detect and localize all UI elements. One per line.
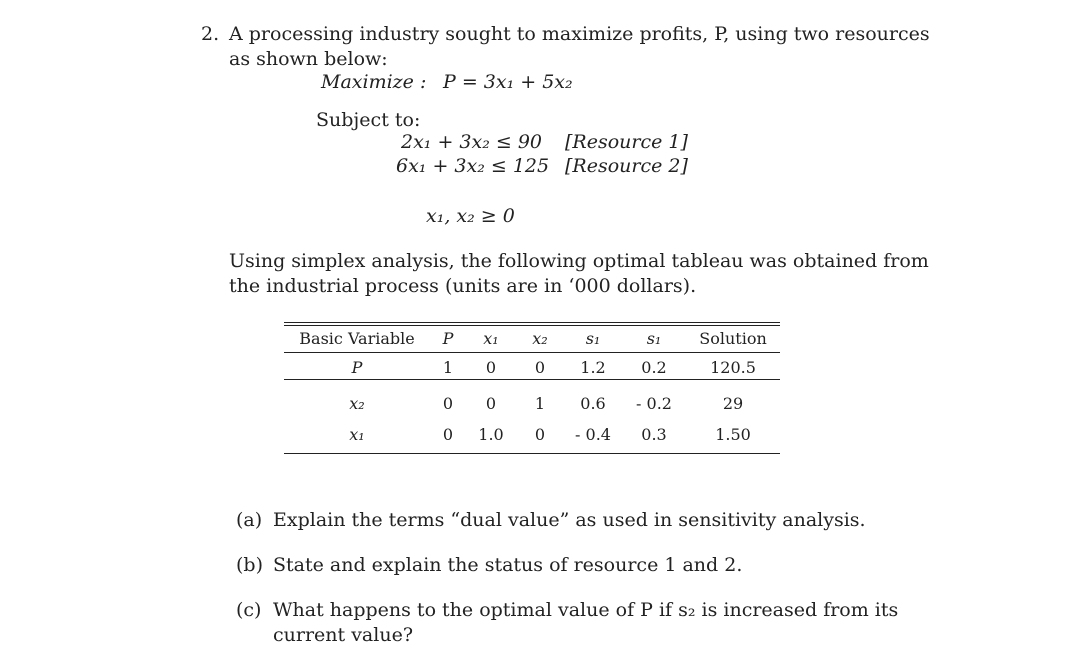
table-bottom-rule [284, 453, 780, 454]
simplex-line-2: the industrial process (units are in ‘000 dollars). [229, 275, 697, 297]
intro-line-2: as shown below: [229, 48, 388, 70]
row-p-s1: 1.2 [580, 358, 606, 377]
part-b-label: (b) [236, 554, 263, 576]
row-p-x2: 0 [534, 358, 546, 377]
row-x1-p: 0 [442, 425, 454, 444]
row-x1-x1: 1.0 [478, 425, 504, 444]
header-basic-variable: Basic Variable [299, 329, 415, 348]
row-p-solution: 120.5 [710, 358, 756, 377]
table-top-rule [284, 322, 780, 323]
row-x2-basic: x₂ [349, 394, 365, 413]
row-x1-basic: x₁ [349, 425, 365, 444]
row-x1-s1: - 0.4 [575, 425, 611, 444]
table-top-rule-inner [284, 325, 780, 326]
header-x2: x₂ [532, 329, 548, 348]
header-s1: s₁ [585, 329, 601, 348]
constraint-1-tag: [Resource 1] [565, 131, 688, 153]
intro-line-1: A processing industry sought to maximize profits, P, using two resources [229, 23, 930, 45]
constraint-2-tag: [Resource 2] [565, 155, 688, 177]
header-x1: x₁ [483, 329, 499, 348]
row-x1-x2: 0 [534, 425, 546, 444]
row-p-basic: P [351, 358, 363, 377]
simplex-line-1: Using simplex analysis, the following optimal tableau was obtained from [229, 250, 929, 272]
part-c-text: What happens to the optimal value of P if s₂ is increased from its [273, 599, 899, 621]
row-x2-x1: 0 [485, 394, 497, 413]
part-a-text: Explain the terms “dual value” as used in sensitivity analysis. [273, 509, 866, 531]
header-s1-second: s₁ [646, 329, 662, 348]
row-x2-x2: 1 [534, 394, 546, 413]
row-x1-s2: 0.3 [641, 425, 667, 444]
table-row-rule [284, 379, 780, 380]
row-x2-s1: 0.6 [580, 394, 606, 413]
row-p-p: 1 [442, 358, 454, 377]
constraint-1: 2x₁ + 3x₂ ≤ 90 [401, 131, 543, 153]
row-x2-p: 0 [442, 394, 454, 413]
row-p-s2: 0.2 [641, 358, 667, 377]
question-number: 2. [201, 23, 220, 45]
part-c-label: (c) [236, 599, 262, 621]
row-p-x1: 0 [485, 358, 497, 377]
row-x1-solution: 1.50 [715, 425, 751, 444]
subject-to-label: Subject to: [316, 109, 421, 131]
constraint-2: 6x₁ + 3x₂ ≤ 125 [396, 155, 550, 177]
row-x2-solution: 29 [722, 394, 744, 413]
part-b-text: State and explain the status of resource 1 and 2. [273, 554, 743, 576]
part-a-label: (a) [236, 509, 263, 531]
table-header-rule [284, 352, 780, 353]
header-solution: Solution [699, 329, 767, 348]
nonnegativity-constraint: x₁, x₂ ≥ 0 [426, 205, 515, 227]
row-x2-s2: - 0.2 [636, 394, 672, 413]
objective-function: P = 3x₁ + 5x₂ [443, 71, 573, 93]
header-p: P [442, 329, 454, 348]
part-c-text-line-2: current value? [273, 624, 414, 646]
maximize-label: Maximize : [321, 71, 427, 93]
